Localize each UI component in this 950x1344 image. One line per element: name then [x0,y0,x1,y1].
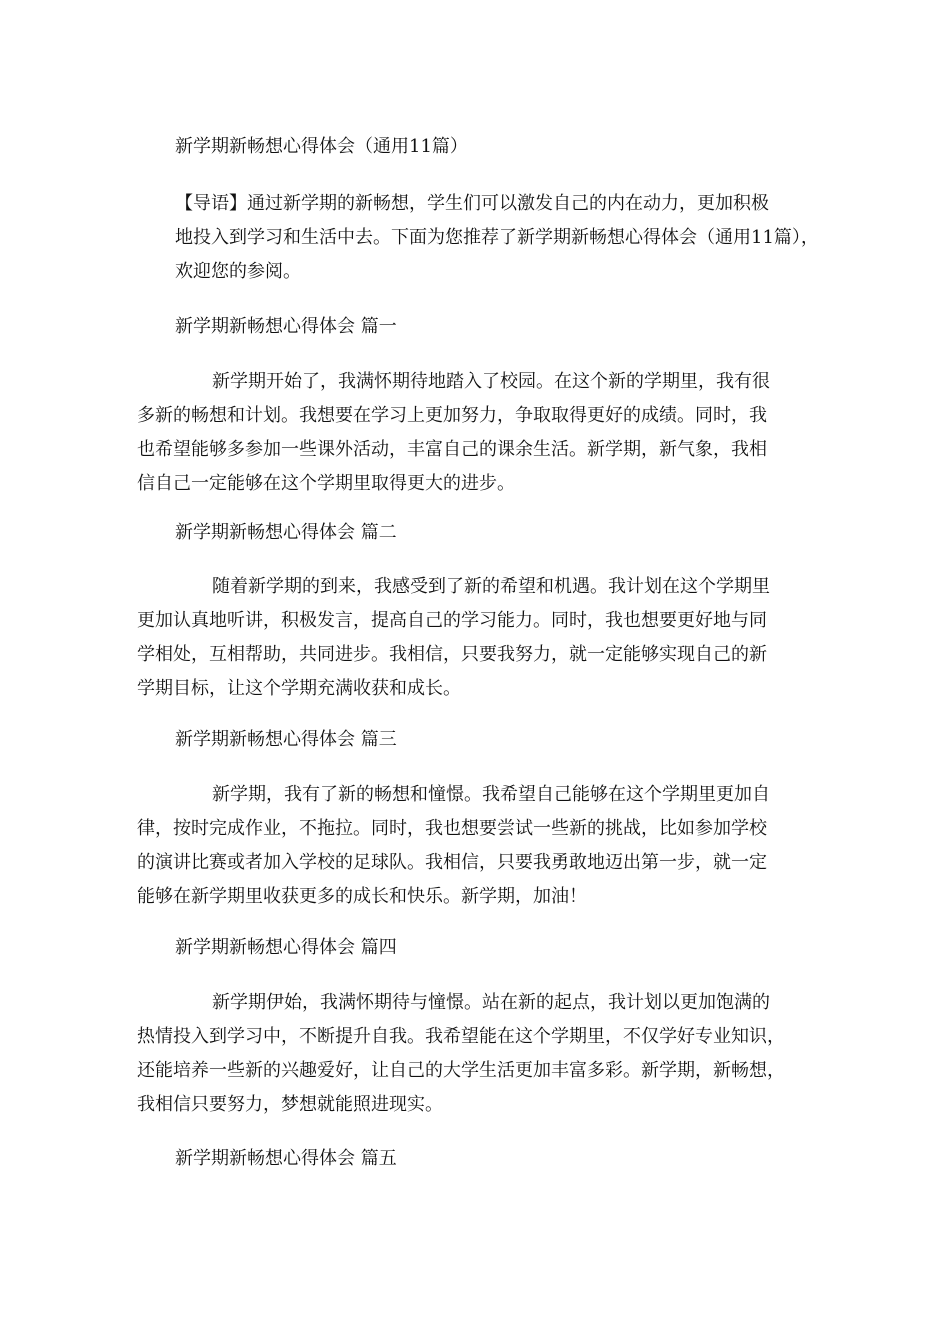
intro-line: 欢迎您的参阅。 [175,261,301,282]
body-line: 律，按时完成作业，不拖拉。同时，我也想要尝试一些新的挑战，比如参加学校 [137,818,767,839]
section-body-3 [137,778,817,914]
body-line: 新学期开始了，我满怀期待地踏入了校园。在这个新的学期里，我有很 [212,371,770,392]
body-line: 还能培养一些新的兴趣爱好，让自己的大学生活更加丰富多彩。新学期，新畅想， [137,1060,785,1081]
body-line: 随着新学期的到来，我感受到了新的希望和机遇。我计划在这个学期里 [212,576,770,597]
body-line: 新学期，我有了新的畅想和憧憬。我希望自己能够在这个学期里更加自 [212,784,770,805]
document-title: 新学期新畅想心得体会（通用11篇） [175,136,468,157]
section-heading-4: 新学期新畅想心得体会 篇四 [175,937,397,958]
body-line: 多新的畅想和计划。我想要在学习上更加努力，争取取得更好的成绩。同时，我 [137,405,767,426]
body-line: 更加认真地听讲，积极发言，提高自己的学习能力。同时，我也想要更好地与同 [137,610,767,631]
body-line: 我相信只要努力，梦想就能照进现实。 [137,1094,443,1115]
section-heading-1: 新学期新畅想心得体会 篇一 [175,316,397,337]
body-line: 的演讲比赛或者加入学校的足球队。我相信，只要我勇敢地迈出第一步，就一定 [137,852,767,873]
intro-paragraph [175,187,825,289]
body-line: 也希望能够多参加一些课外活动，丰富自己的课余生活。新学期，新气象，我相 [137,439,767,460]
section-body-2 [137,570,817,706]
body-line: 信自己一定能够在这个学期里取得更大的进步。 [137,473,515,494]
body-line: 热情投入到学习中，不断提升自我。我希望能在这个学期里，不仅学好专业知识， [137,1026,785,1047]
body-line: 学相处，互相帮助，共同进步。我相信，只要我努力，就一定能够实现自己的新 [137,644,767,665]
body-line: 新学期伊始，我满怀期待与憧憬。站在新的起点，我计划以更加饱满的 [212,992,770,1013]
section-heading-5: 新学期新畅想心得体会 篇五 [175,1148,397,1169]
section-body-4 [137,986,817,1122]
intro-line: 地投入到学习和生活中去。下面为您推荐了新学期新畅想心得体会（通用11篇）， [175,227,819,248]
body-line: 能够在新学期里收获更多的成长和快乐。新学期，加油！ [137,886,587,907]
intro-line: 【导语】通过新学期的新畅想，学生们可以激发自己的内在动力，更加积极 [175,193,769,214]
section-heading-3: 新学期新畅想心得体会 篇三 [175,729,397,750]
body-line: 学期目标，让这个学期充满收获和成长。 [137,678,461,699]
section-body-1 [137,365,817,501]
section-heading-2: 新学期新畅想心得体会 篇二 [175,522,397,543]
